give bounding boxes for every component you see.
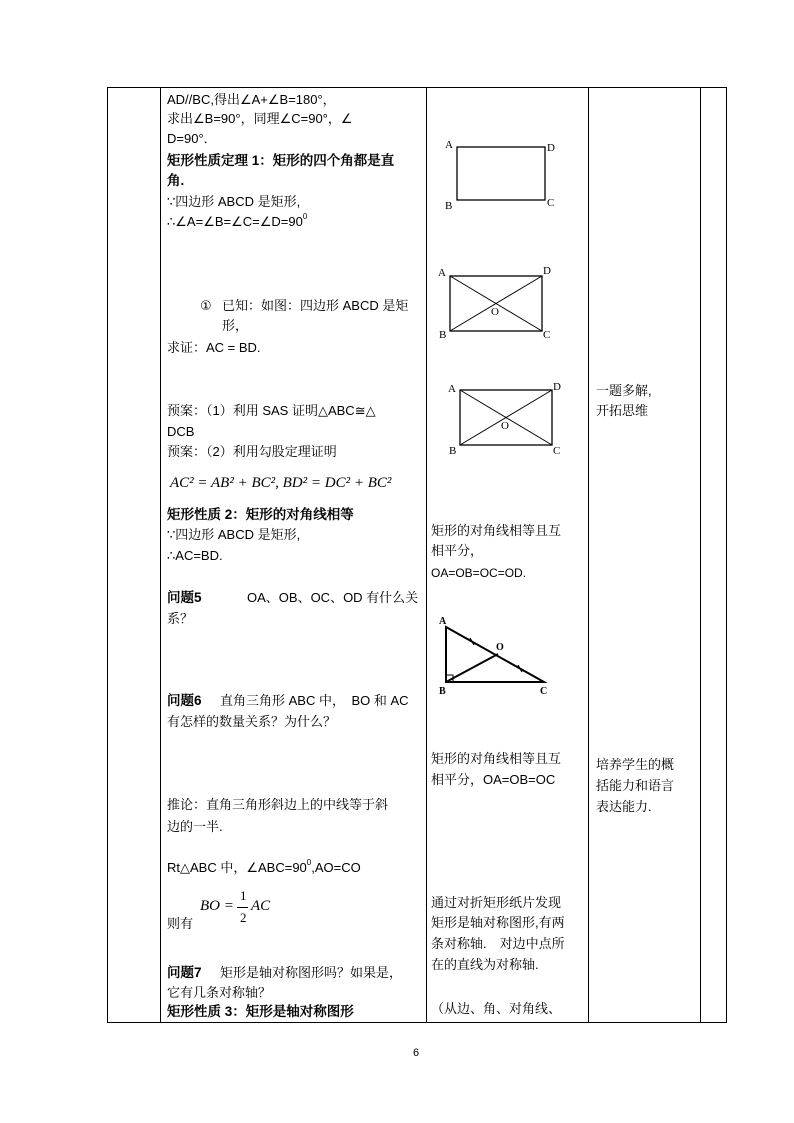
purpose-1-cont: 开拓思维: [596, 403, 649, 418]
label-a: A: [438, 267, 446, 279]
label-a: A: [439, 616, 447, 627]
bo-rhs: AC: [251, 898, 271, 914]
note-3-cont-4: （从边、角、对角线、: [431, 1001, 562, 1016]
question-6-text: 直角三角形 ABC 中， BO 和 AC: [220, 693, 409, 708]
question-6-label: 问题6: [167, 693, 202, 708]
label-c: C: [553, 445, 561, 457]
note-1-eq: OA=OB=OC=OD.: [431, 566, 527, 580]
rectangle-diagonals-figure-2: [446, 378, 566, 458]
bo-denominator: 2: [240, 910, 247, 925]
plan-1: 预案：（1）利用 SAS 证明△ABC≅△: [167, 403, 376, 418]
question-5-label: 问题5: [167, 590, 202, 605]
given-2: ∵四边形 ABCD 是矩形,: [167, 527, 301, 542]
theorem-1: 矩形性质定理 1：矩形的四个角都是直: [167, 153, 395, 168]
note-3: 通过对折矩形纸片发现: [431, 895, 562, 910]
label-c: C: [543, 329, 551, 341]
rectangle-figure: [440, 135, 560, 215]
bo-lhs: BO =: [200, 898, 234, 914]
question-text: 已知：如图：四边形 ABCD 是矩: [222, 298, 409, 313]
table-bottom-border: [107, 1022, 727, 1023]
prove-statement: 求证：AC = BD.: [167, 340, 261, 355]
label-b: B: [449, 445, 457, 457]
right-triangle-figure: [436, 612, 556, 698]
corollary-cont: 边的一半.: [167, 819, 223, 834]
purpose-1: 一题多解,: [596, 383, 652, 398]
note-3-cont: 矩形是轴对称图形,有两: [431, 915, 565, 930]
label-b: B: [445, 200, 453, 212]
question-6-cont: 有怎样的数量关系？为什么？: [167, 714, 337, 729]
theorem-3: 矩形性质 3：矩形是轴对称图形: [167, 1004, 354, 1019]
conclusion-1: $\therefore\angle A=\angle B=\angle C=\angle D=90^0$: [167, 212, 308, 229]
label-d: D: [553, 381, 561, 393]
text-line: AD//BC,得出∠A+∠B=180°，: [167, 92, 336, 107]
col-line-4: [588, 87, 589, 1023]
col-line-5: [700, 87, 701, 1023]
then-label: 则有: [167, 916, 194, 931]
fraction-bar: [237, 907, 248, 908]
given-1: ∵四边形 ABCD 是矩形,: [167, 194, 301, 209]
purpose-2-cont: 括能力和语言: [596, 778, 675, 793]
purpose-2: 培养学生的概: [596, 757, 675, 772]
label-a: A: [448, 383, 456, 395]
note-1: 矩形的对角线相等且互: [431, 523, 562, 538]
label-o: O: [491, 306, 499, 318]
rectangle-diagonals-figure: [436, 264, 556, 344]
plan-2: 预案：（2）利用勾股定理证明: [167, 444, 337, 459]
plan-1-cont: DCB: [167, 424, 195, 439]
question-number: ①: [200, 298, 212, 313]
corollary: 推论：直角三角形斜边上的中线等于斜: [167, 797, 389, 812]
right-triangle-given: Rt△ABC 中，$\angle ABC=90^0,AO=CO$: [167, 858, 361, 875]
question-text-cont: 形，: [222, 318, 249, 333]
theorem-2: 矩形性质 2：矩形的对角线相等: [167, 507, 354, 522]
label-o: O: [501, 420, 509, 432]
label-d: D: [543, 265, 551, 277]
pythagorean-formula: AC² = AB² + BC², BD² = DC² + BC²: [170, 475, 392, 491]
page-number: 6: [413, 1047, 420, 1059]
question-7-label: 问题7: [167, 965, 202, 980]
label-b: B: [439, 686, 446, 697]
label-d: D: [547, 142, 555, 154]
question-7-text: 矩形是轴对称图形吗？如果是，: [220, 965, 403, 980]
conclusion-2: ∴AC=BD.: [167, 548, 223, 563]
note-2-cont: 相平分，OA=OB=OC: [431, 772, 556, 787]
purpose-2-cont-2: 表达能力.: [596, 799, 652, 814]
note-2: 矩形的对角线相等且互: [431, 751, 562, 766]
col-line-1: [107, 87, 108, 1023]
table-top-border: [107, 87, 727, 88]
note-3-cont-2: 条对称轴. 对边中点所: [431, 936, 565, 951]
label-c: C: [547, 197, 555, 209]
label-c: C: [540, 686, 548, 697]
label-o: O: [496, 642, 504, 653]
col-line-2: [160, 87, 161, 1023]
theorem-1-cont: 角.: [167, 173, 185, 188]
label-b: B: [439, 329, 447, 341]
bo-numerator: 1: [240, 888, 247, 903]
note-1-cont: 相平分，: [431, 543, 484, 558]
col-line-3: [426, 87, 427, 1023]
note-3-cont-3: 在的直线为对称轴.: [431, 957, 539, 972]
col-line-6: [726, 87, 727, 1023]
question-7-cont: 它有几条对称轴？: [167, 985, 272, 1000]
question-5-cont: 系？: [167, 611, 194, 626]
text-line: D=90°．: [167, 131, 217, 146]
question-5-text: OA、OB、OC、OD 有什么关: [247, 590, 419, 605]
label-a: A: [445, 139, 453, 151]
text-line: 求出∠B=90°，同理∠C=90°，∠: [167, 111, 353, 126]
